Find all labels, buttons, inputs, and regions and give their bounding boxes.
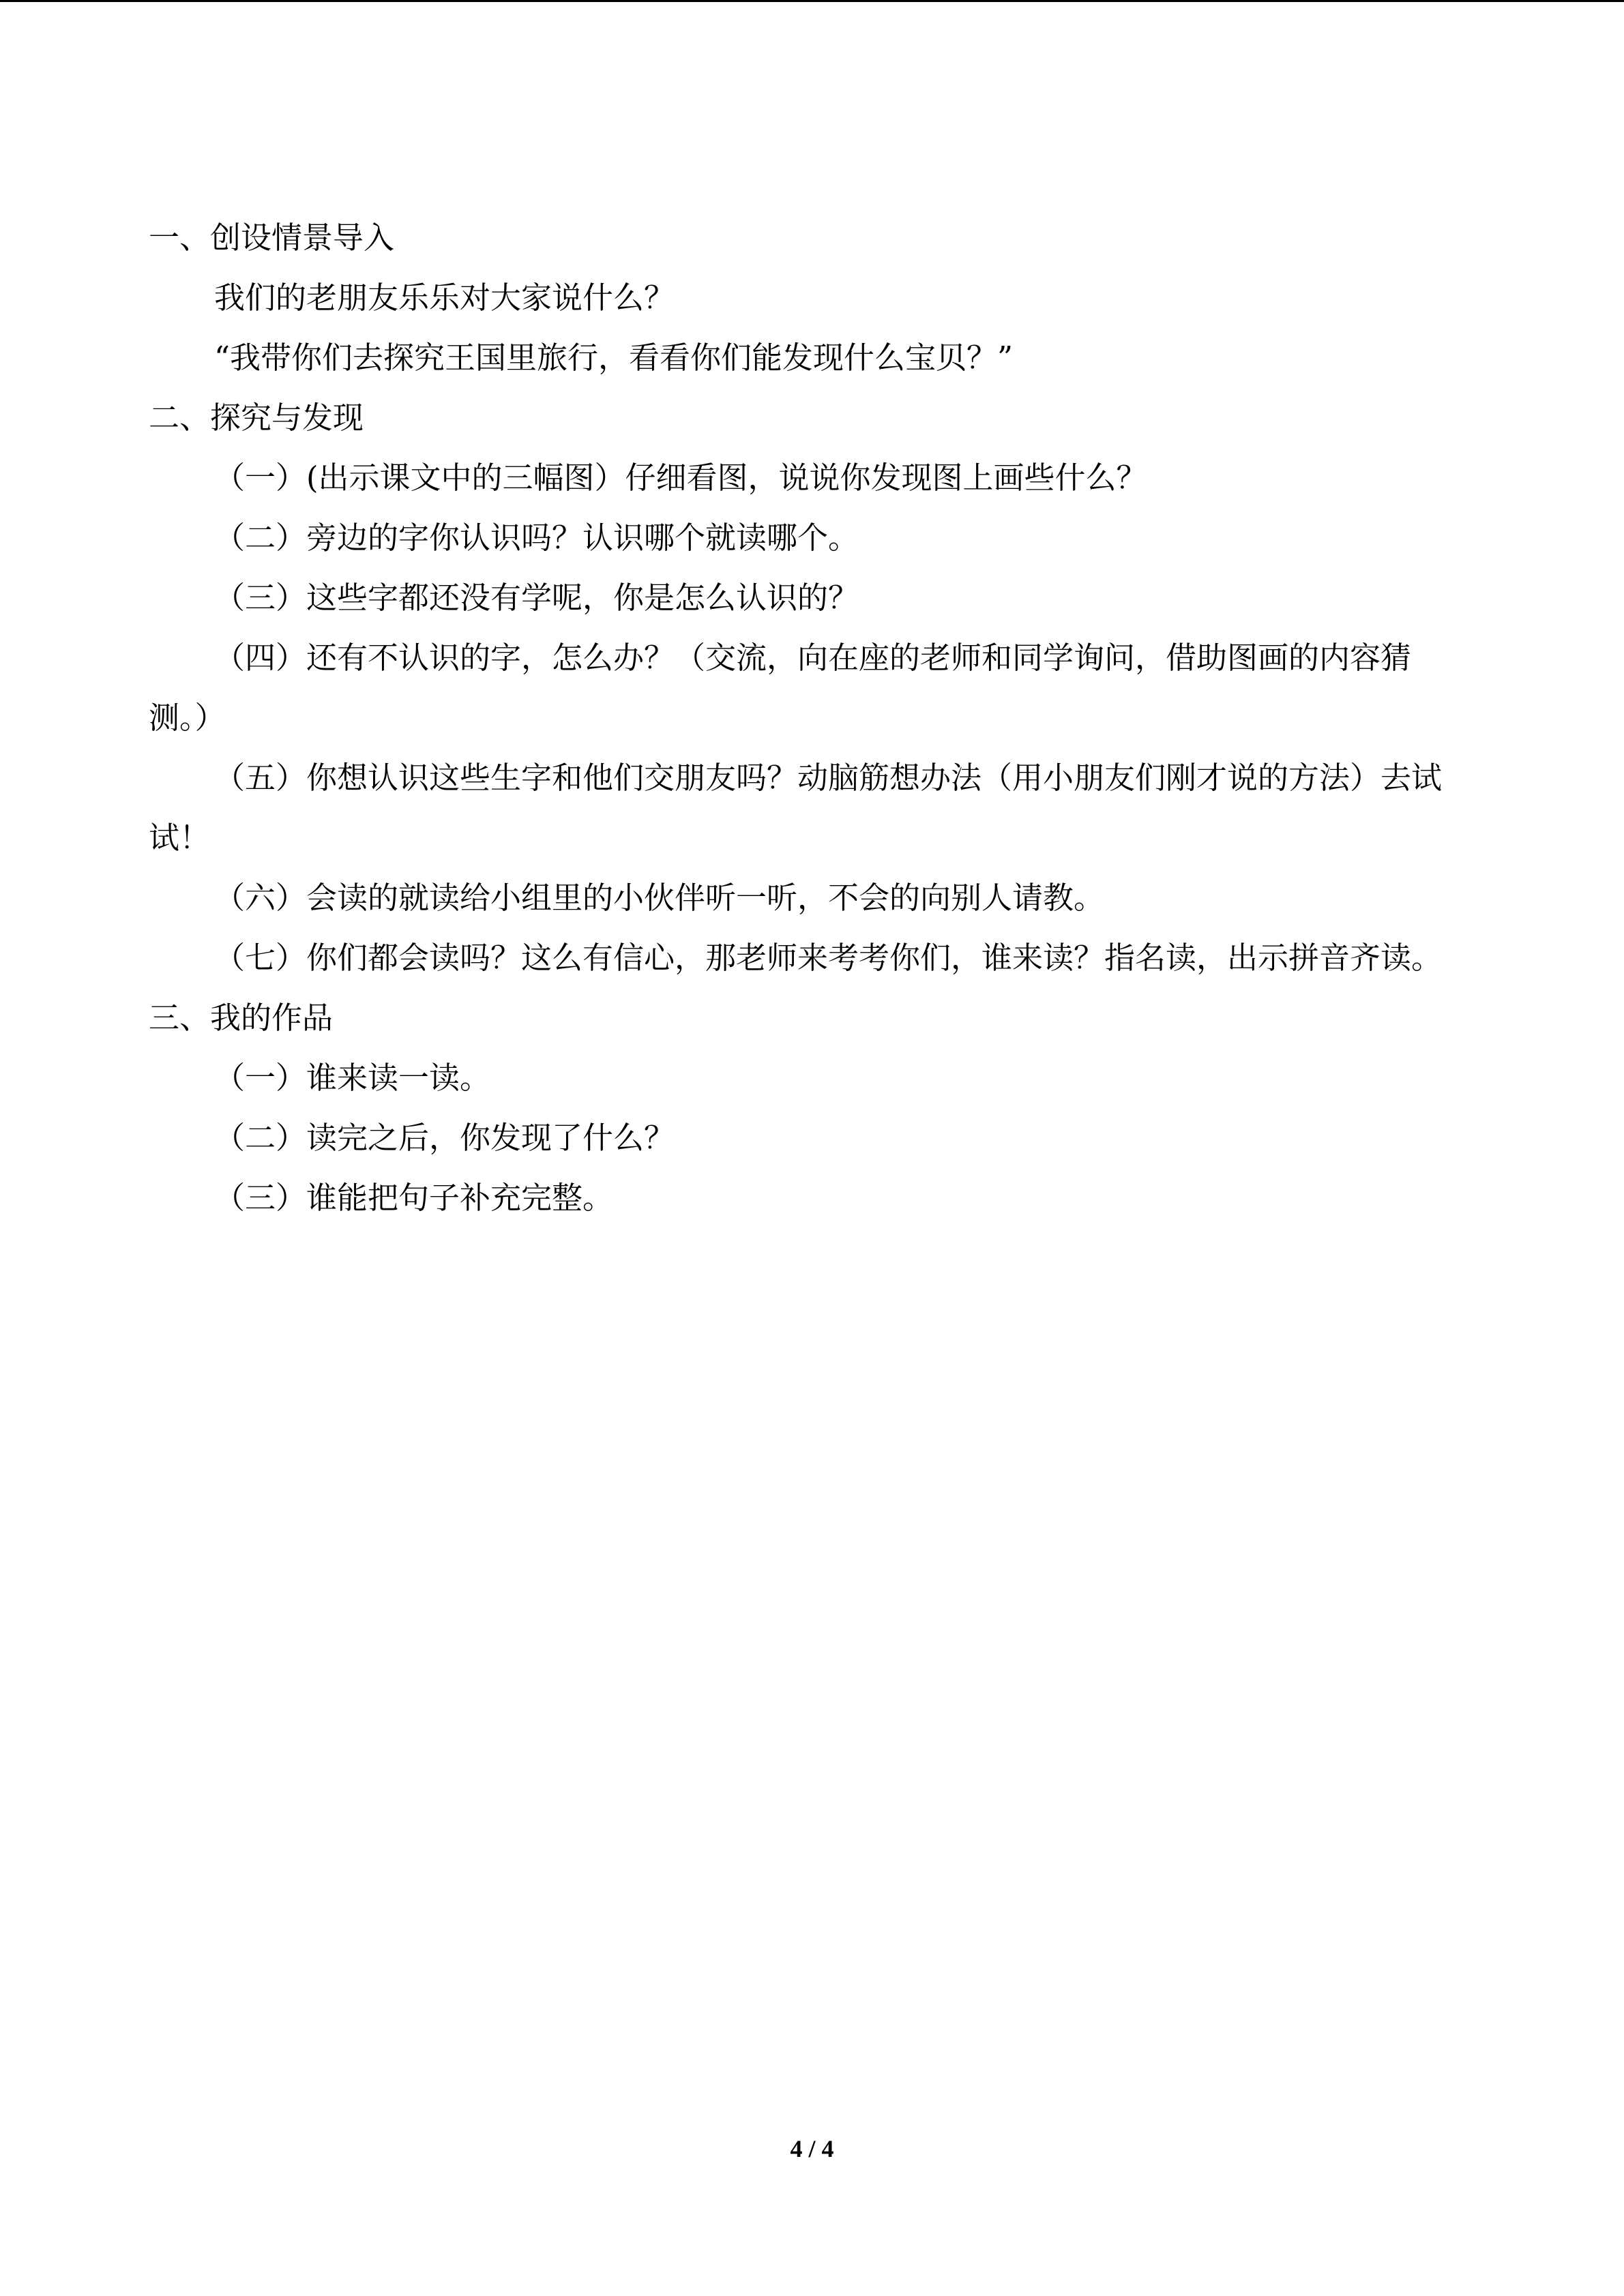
section-3-item-2: （二）读完之后，你发现了什么？ bbox=[214, 1120, 675, 1156]
section-3-title: 三、我的作品 bbox=[149, 1000, 334, 1036]
section-2-item-6: （六）会读的就读给小组里的小伙伴听一听，不会的向别人请教。 bbox=[214, 880, 1105, 916]
section-2-item-3: （三）这些字都还没有学呢，你是怎么认识的？ bbox=[214, 580, 859, 616]
section-1-line-1: 我们的老朋友乐乐对大家说什么？ bbox=[214, 280, 675, 316]
section-1-line-2: “我带你们去探究王国里旅行，看看你们能发现什么宝贝？” bbox=[214, 340, 1014, 376]
section-3-item-3: （三）谁能把句子补充完整。 bbox=[214, 1180, 614, 1216]
section-2-item-2: （二）旁边的字你认识吗？认识哪个就读哪个。 bbox=[214, 520, 859, 556]
page-number: 4 / 4 bbox=[790, 2135, 834, 2162]
section-2-title: 二、探究与发现 bbox=[149, 400, 364, 436]
section-2-item-5: （五）你想认识这些生字和他们交朋友吗？动脑筋想办法（用小朋友们刚才说的方法）去试试！ bbox=[149, 760, 1443, 856]
section-1-title: 一、创设情景导入 bbox=[149, 220, 395, 256]
section-2-item-4: （四）还有不认识的字，怎么办？（交流，向在座的老师和同学询问，借助图画的内容猜测。） bbox=[149, 640, 1412, 736]
section-3-item-1: （一）谁来读一读。 bbox=[214, 1060, 491, 1096]
section-2-item-1: （一）(出示课文中的三幅图）仔细看图，说说你发现图上画些什么？ bbox=[214, 460, 1147, 496]
page-top-border bbox=[0, 0, 1624, 2]
section-2-item-7: （七）你们都会读吗？这么有信心，那老师来考考你们，谁来读？指名读，出示拼音齐读。 bbox=[214, 940, 1443, 976]
document-body bbox=[149, 208, 1458, 1228]
